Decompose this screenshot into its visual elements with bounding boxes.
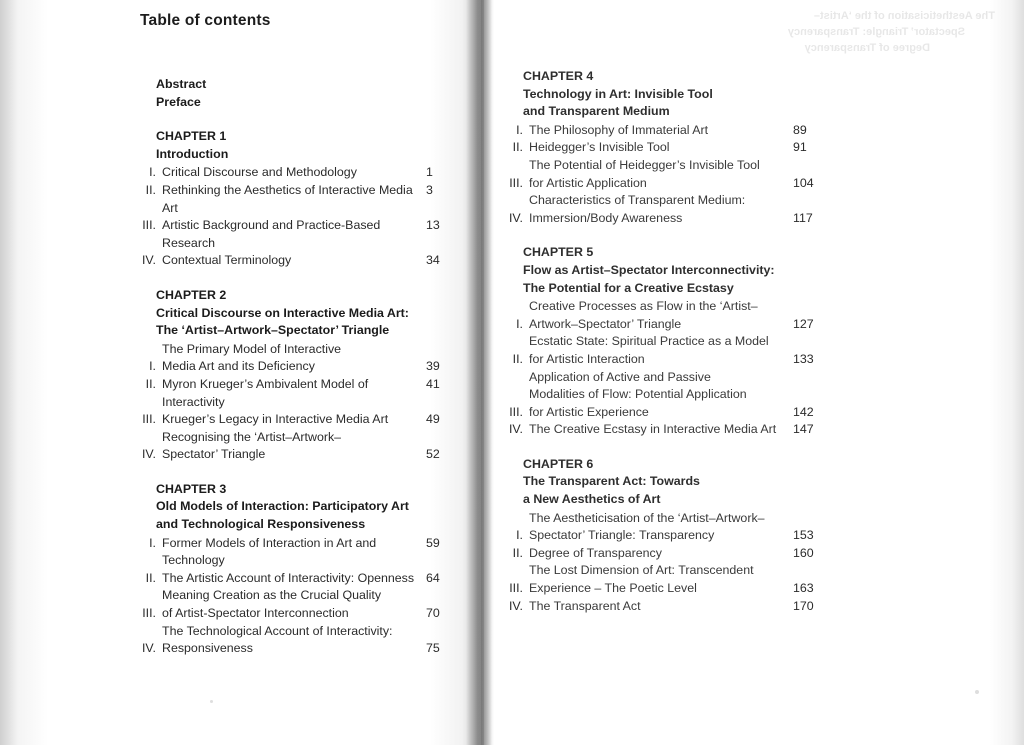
toc-entry-number: I. <box>149 165 156 180</box>
toc-entry-number: I. <box>516 122 523 137</box>
toc-front-matter-item[interactable]: Abstract <box>156 77 207 91</box>
toc-entry-number: II. <box>145 570 156 585</box>
toc-entry[interactable] <box>507 157 827 192</box>
toc-entry[interactable] <box>507 122 827 140</box>
toc-entry-page-number: 153 <box>793 528 814 543</box>
toc-entry-page-number: 160 <box>793 545 814 560</box>
toc-entry-title: Critical Discourse and Methodology <box>162 165 357 180</box>
toc-entry-number: IV. <box>508 210 523 225</box>
toc-left-column <box>140 76 460 658</box>
toc-entry[interactable] <box>507 421 827 439</box>
toc-chapter-title: The ‘Artist–Artwork–Spectator’ Triangle <box>156 323 390 338</box>
toc-entry[interactable] <box>140 570 460 588</box>
book-spine <box>481 0 484 745</box>
toc-entry-page-number: 163 <box>793 581 814 596</box>
toc-entry[interactable] <box>507 333 827 368</box>
toc-entry-number: II. <box>145 376 156 391</box>
toc-entry-title: Myron Krueger’s Ambivalent Model of Interactivity <box>162 376 369 409</box>
toc-entry-number: II. <box>512 351 523 366</box>
toc-entry[interactable] <box>507 369 827 422</box>
toc-entry-title: Krueger’s Legacy in Interactive Media Art <box>162 412 389 427</box>
toc-chapter-block <box>507 244 827 439</box>
toc-chapter-title: Critical Discourse on Interactive Media Art: <box>156 305 409 320</box>
toc-entry[interactable] <box>507 139 827 157</box>
toc-chapter-block <box>507 456 827 615</box>
toc-entry-title: Application of Active and Passive Modalities of Flow: Potential Application for Artistic Experience <box>529 369 747 419</box>
toc-entry-page-number: 170 <box>793 598 814 613</box>
toc-entry-title: Contextual Terminology <box>162 253 292 268</box>
toc-entry-page-number: 41 <box>426 376 440 391</box>
toc-chapter-title: Old Models of Interaction: Participatory Art <box>156 499 409 514</box>
right-page <box>492 0 1024 745</box>
page-title: Table of contents <box>140 12 271 29</box>
toc-entry[interactable] <box>140 429 460 464</box>
toc-entry-page-number: 133 <box>793 351 814 366</box>
toc-entry-page-number: 75 <box>426 641 440 656</box>
toc-entry-title: Meaning Creation as the Crucial Quality of Artist-Spectator Interconnection <box>162 588 382 621</box>
toc-entry-title: The Philosophy of Immaterial Art <box>529 122 709 137</box>
toc-entry-number: III. <box>509 175 523 190</box>
toc-chapter-block <box>140 128 460 270</box>
toc-entry-page-number: 127 <box>793 316 814 331</box>
toc-entry-number: I. <box>149 535 156 550</box>
toc-entry-number: II. <box>145 182 156 197</box>
toc-entry[interactable] <box>140 252 460 270</box>
toc-entry-title: Degree of Transparency <box>529 545 662 560</box>
toc-entry[interactable] <box>140 341 460 376</box>
toc-entry-title: The Artistic Account of Interactivity: Openness <box>162 570 415 585</box>
toc-entry-page-number: 147 <box>793 422 814 437</box>
toc-entry-title: The Aestheticisation of the ‘Artist–Artwork– Spectator’ Triangle: Transparency <box>529 510 765 543</box>
toc-entry-page-number: 49 <box>426 412 440 427</box>
toc-entry-list <box>140 341 460 464</box>
toc-entry-title: Heidegger’s Invisible Tool <box>529 140 670 155</box>
toc-entry[interactable] <box>140 623 460 658</box>
toc-entry[interactable] <box>507 562 827 597</box>
toc-entry-page-number: 52 <box>426 447 440 462</box>
toc-entry-number: III. <box>142 606 156 621</box>
toc-entry-number: I. <box>516 528 523 543</box>
toc-entry-title: The Potential of Heidegger’s Invisible Tool for Artistic Application <box>529 157 760 190</box>
toc-entry[interactable] <box>507 510 827 545</box>
toc-entry-page-number: 91 <box>793 140 807 155</box>
toc-right-column <box>507 68 827 615</box>
toc-entry-page-number: 70 <box>426 606 440 621</box>
toc-chapter-number: CHAPTER 4 <box>523 69 594 83</box>
toc-chapter-number: CHAPTER 1 <box>156 129 227 144</box>
toc-chapter-number: CHAPTER 6 <box>523 456 594 471</box>
toc-entry[interactable] <box>140 535 460 570</box>
toc-entry-title: The Primary Model of Interactive Media Art and its Deficiency <box>162 341 342 374</box>
toc-entry-number: III. <box>509 404 523 419</box>
toc-entry-number: IV. <box>508 422 523 437</box>
toc-chapter-title: Flow as Artist–Spectator Interconnectivity: <box>523 262 775 277</box>
toc-entry-page-number: 34 <box>426 253 440 268</box>
toc-chapter-title: and Transparent Medium <box>523 104 670 119</box>
toc-entry-list <box>507 298 827 439</box>
toc-entry[interactable] <box>507 298 827 333</box>
toc-chapter-title: The Transparent Act: Towards <box>523 474 700 489</box>
toc-entry-title: Recognising the ‘Artist–Artwork– Spectator’ Triangle <box>162 429 342 462</box>
toc-entry-title: Ecstatic State: Spiritual Practice as a Model for Artistic Interaction <box>529 334 769 366</box>
toc-entry-page-number: 64 <box>426 570 440 585</box>
toc-entry-number: III. <box>509 581 523 596</box>
toc-chapter-title: a New Aesthetics of Art <box>523 492 661 507</box>
toc-entry-title: Rethinking the Aesthetics of Interactive Media Art <box>162 182 413 215</box>
toc-entry-page-number: 59 <box>426 535 440 550</box>
toc-entry-title: The Transparent Act <box>529 598 641 613</box>
toc-chapter-title: Technology in Art: Invisible Tool <box>523 86 713 101</box>
toc-entry-page-number: 89 <box>793 122 807 137</box>
toc-entry[interactable] <box>507 192 827 227</box>
toc-entry-page-number: 39 <box>426 359 440 374</box>
toc-chapter-title: The Potential for a Creative Ecstasy <box>523 280 734 295</box>
toc-entry-page-number: 142 <box>793 404 814 419</box>
toc-entry-number: IV. <box>141 641 156 656</box>
toc-entry-number: II. <box>512 545 523 560</box>
toc-entry-number: I. <box>516 316 523 331</box>
toc-entry-list <box>507 510 827 616</box>
toc-chapter-number: CHAPTER 3 <box>156 481 227 496</box>
toc-entry-page-number: 13 <box>426 218 440 233</box>
toc-entry-title: The Technological Account of Interactivity: Responsiveness <box>162 623 393 656</box>
toc-entry-number: IV. <box>141 447 156 462</box>
toc-entry-page-number: 1 <box>426 165 433 180</box>
toc-chapter-block <box>507 68 827 227</box>
toc-chapter-block <box>140 287 460 464</box>
toc-entry[interactable] <box>507 545 827 563</box>
toc-entry[interactable] <box>140 164 460 182</box>
toc-entry-number: IV. <box>508 598 523 613</box>
toc-entry-list <box>140 164 460 270</box>
toc-entry-list <box>140 535 460 658</box>
toc-entry-title: Creative Processes as Flow in the ‘Artist– Artwork–Spectator’ Triangle <box>529 299 758 331</box>
toc-entry-list <box>507 122 827 228</box>
toc-entry[interactable] <box>140 376 460 411</box>
toc-entry-number: I. <box>149 359 156 374</box>
toc-entry-title: Characteristics of Transparent Medium: Immersion/Body Awareness <box>529 193 746 225</box>
toc-chapter-title: and Technological Responsiveness <box>156 517 366 532</box>
toc-entry-title: Artistic Background and Practice-Based Research <box>162 218 381 250</box>
toc-entry-number: III. <box>142 218 156 233</box>
toc-entry-number: III. <box>142 412 156 427</box>
left-page <box>0 0 470 745</box>
toc-chapter-number: CHAPTER 2 <box>156 287 227 302</box>
toc-entry-number: II. <box>512 140 523 155</box>
toc-entry[interactable] <box>140 411 460 429</box>
toc-entry[interactable] <box>507 598 827 616</box>
toc-entry[interactable] <box>140 217 460 252</box>
toc-entry[interactable] <box>140 182 460 217</box>
toc-chapter-number: CHAPTER 5 <box>523 245 594 260</box>
toc-entry-page-number: 104 <box>793 175 814 190</box>
toc-entry-title: The Creative Ecstasy in Interactive Media Art <box>529 422 777 437</box>
toc-entry-page-number: 3 <box>426 182 433 197</box>
toc-chapter-title: Introduction <box>156 146 229 161</box>
toc-front-matter-item[interactable]: Preface <box>156 94 201 109</box>
toc-entry-number: IV. <box>141 253 156 268</box>
toc-entry-title: The Lost Dimension of Art: Transcendent Experience – The Poetic Level <box>529 563 754 596</box>
toc-entry-page-number: 117 <box>793 210 813 225</box>
toc-entry[interactable] <box>140 587 460 622</box>
toc-entry-title: Former Models of Interaction in Art and Technology <box>162 535 377 568</box>
toc-chapter-block <box>140 481 460 658</box>
